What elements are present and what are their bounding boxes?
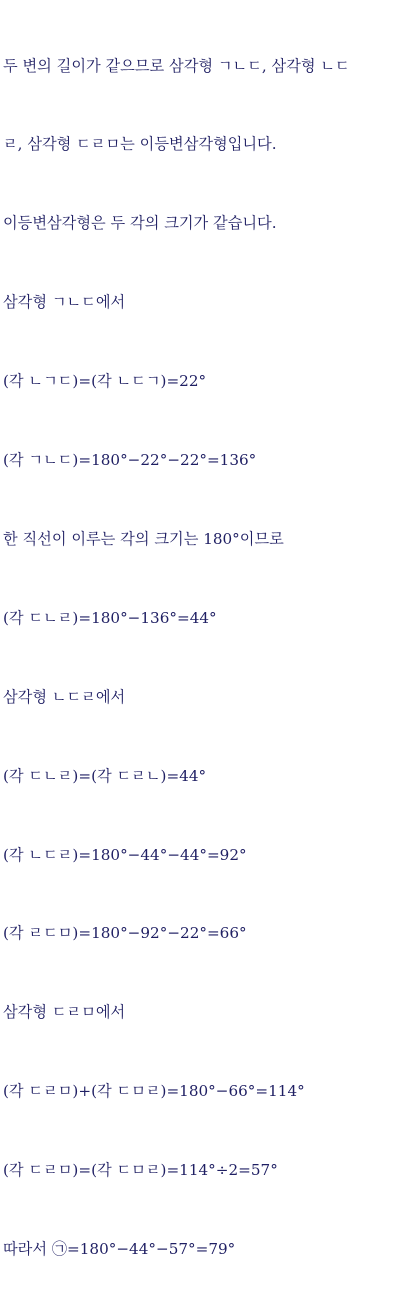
text-line-6: (각 ㄱㄴㄷ)=180°−22°−22°=136° (3, 451, 257, 470)
text-line-10: (각 ㄷㄴㄹ)=(각 ㄷㄹㄴ)=44° (3, 766, 207, 785)
text-line-2: ㄹ, 삼각형 ㄷㄹㅁ는 이등변삼각형입니다. (3, 135, 277, 154)
text-line-14: (각 ㄷㄹㅁ)+(각 ㄷㅁㄹ)=180°−66°=114° (3, 1082, 305, 1101)
text-line-15: (각 ㄷㄹㅁ)=(각 ㄷㅁㄹ)=114°÷2=57° (3, 1161, 278, 1180)
text-line-4: 삼각형 ㄱㄴㄷ에서 (3, 293, 126, 312)
text-line-8: (각 ㄷㄴㄹ)=180°−136°=44° (3, 608, 217, 627)
text-line-12: (각 ㄹㄷㅁ)=180°−92°−22°=66° (3, 924, 247, 943)
text-line-16: 따라서 ㉠=180°−44°−57°=79° (3, 1239, 236, 1258)
text-line-11: (각 ㄴㄷㄹ)=180°−44°−44°=92° (3, 845, 247, 864)
text-line-13: 삼각형 ㄷㄹㅁ에서 (3, 1003, 126, 1022)
text-line-7: 한 직선이 이루는 각의 크기는 180°이므로 (3, 529, 284, 548)
text-line-5: (각 ㄴㄱㄷ)=(각 ㄴㄷㄱ)=22° (3, 372, 207, 391)
text-line-1: 두 변의 길이가 같으므로 삼각형 ㄱㄴㄷ, 삼각형 ㄴㄷ (3, 56, 350, 75)
text-line-3: 이등변삼각형은 두 각의 크기가 같습니다. (3, 214, 277, 233)
text-line-9: 삼각형 ㄴㄷㄹ에서 (3, 687, 126, 706)
solution-text (3, 0, 398, 1289)
